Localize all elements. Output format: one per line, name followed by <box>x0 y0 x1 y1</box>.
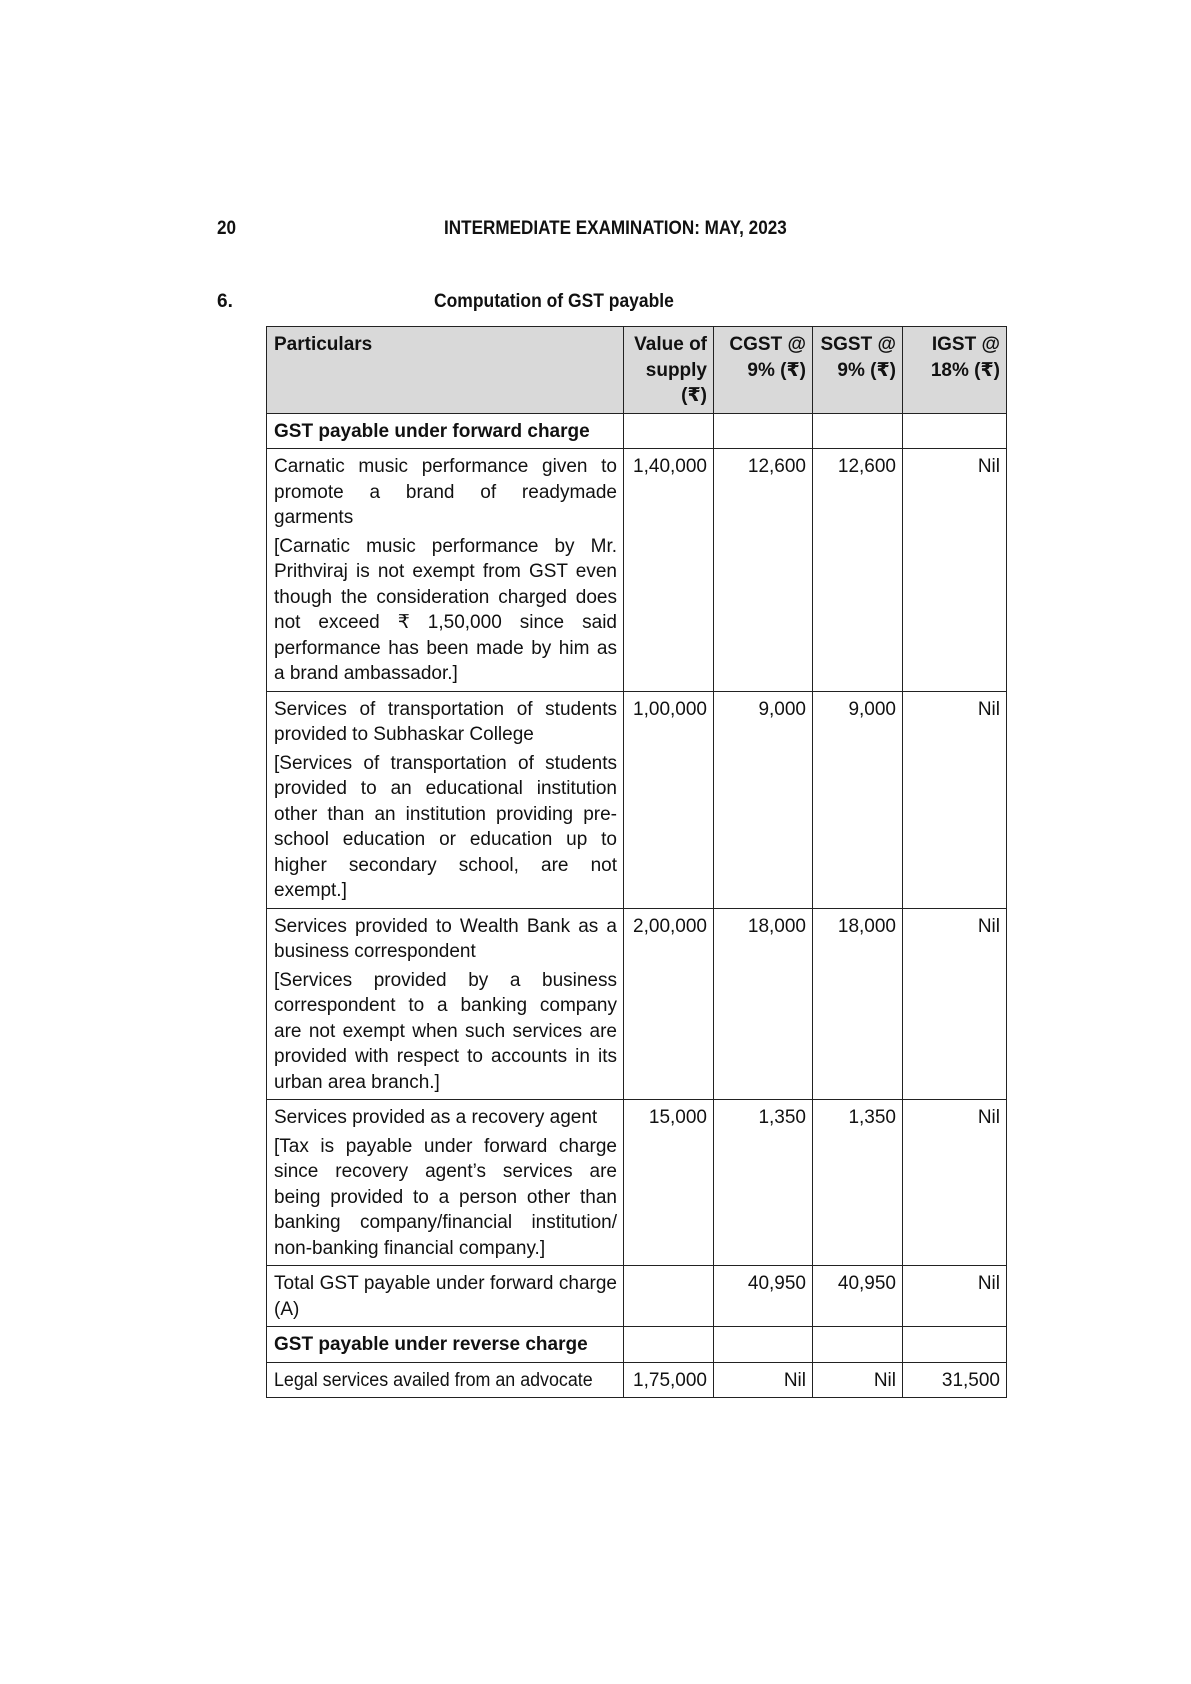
page-number: 20 <box>217 218 237 239</box>
table-header-row <box>267 327 1007 414</box>
col-header-igst: IGST @ 18% (₹) <box>903 327 1007 414</box>
sgst-cell: 1,350 <box>813 1100 903 1266</box>
section-title: GST payable under forward charge <box>267 413 624 449</box>
col-header-value-of-supply: Value of supply (₹) <box>624 327 714 414</box>
particular-text: Carnatic music performance given to promote a brand of readymade garments <box>274 456 617 528</box>
table-row <box>267 1362 1007 1398</box>
cgst-cell: 12,600 <box>714 449 813 692</box>
cgst-cell: 18,000 <box>714 908 813 1100</box>
value-of-supply-cell: 2,00,000 <box>624 908 714 1100</box>
explanatory-note: [Services provided by a business correspondent to a banking company are not exempt when such services are provided with respect to accounts in its urban area branch.] <box>274 969 617 1093</box>
value-of-supply-cell: 15,000 <box>624 1100 714 1266</box>
running-header-text: INTERMEDIATE EXAMINATION: MAY, 2023 <box>444 218 787 239</box>
explanatory-note: [Services of transportation of students provided to an educational institution other than an institution providing pre-school education or education up to higher secondary school, are not exempt.] <box>274 752 617 901</box>
table-title: Computation of GST payable <box>434 291 674 312</box>
section-title: GST payable under reverse charge <box>267 1327 624 1363</box>
igst-cell: Nil <box>903 691 1007 908</box>
igst-cell: Nil <box>903 1100 1007 1266</box>
value-of-supply-cell <box>624 1266 714 1327</box>
section-row-reverse-charge <box>267 1327 1007 1363</box>
cgst-cell: 9,000 <box>714 691 813 908</box>
value-of-supply-cell: 1,75,000 <box>624 1362 714 1398</box>
cgst-total-cell: 40,950 <box>714 1266 813 1327</box>
particulars-cell <box>267 1266 624 1327</box>
cgst-cell: Nil <box>714 1362 813 1398</box>
col-header-particulars: Particulars <box>267 327 624 414</box>
table-row <box>267 691 1007 908</box>
gst-computation-table <box>266 326 1007 1398</box>
col-header-sgst: SGST @ 9% (₹) <box>813 327 903 414</box>
igst-total-cell: Nil <box>903 1266 1007 1327</box>
explanatory-note: [Tax is payable under forward charge since recovery agent’s services are being provided to a person other than banking company/financial institution/ non-banking financial company.] <box>274 1135 617 1259</box>
sgst-cell: 18,000 <box>813 908 903 1100</box>
running-header <box>0 218 1191 240</box>
total-forward-charge-row <box>267 1266 1007 1327</box>
col-header-cgst: CGST @ 9% (₹) <box>714 327 813 414</box>
section-row-forward-charge <box>267 413 1007 449</box>
sgst-cell: 9,000 <box>813 691 903 908</box>
igst-cell: 31,500 <box>903 1362 1007 1398</box>
table-row <box>267 1100 1007 1266</box>
particular-text: Services provided to Wealth Bank as a business correspondent <box>274 915 617 962</box>
particular-text: Services of transportation of students provided to Subhaskar College <box>274 698 617 745</box>
particular-text: Legal services availed from an advocate <box>274 1369 593 1391</box>
cgst-cell: 1,350 <box>714 1100 813 1266</box>
total-label: Total GST payable under forward charge (A) <box>274 1273 617 1320</box>
sgst-total-cell: 40,950 <box>813 1266 903 1327</box>
sgst-cell: Nil <box>813 1362 903 1398</box>
particulars-cell <box>267 1100 624 1266</box>
igst-cell: Nil <box>903 908 1007 1100</box>
particulars-cell <box>267 449 624 692</box>
table-row <box>267 449 1007 692</box>
particular-text: Services provided as a recovery agent <box>274 1107 598 1128</box>
question-number: 6. <box>217 291 233 312</box>
particulars-cell <box>267 691 624 908</box>
igst-cell: Nil <box>903 449 1007 692</box>
particulars-cell <box>267 908 624 1100</box>
table-row <box>267 908 1007 1100</box>
explanatory-note: [Carnatic music performance by Mr. Prithviraj is not exempt from GST even though the consideration charged does not exceed ₹ 1,50,000 since said performance has been made by him as a brand ambassador.] <box>274 535 617 684</box>
particulars-cell <box>267 1362 624 1398</box>
sgst-cell: 12,600 <box>813 449 903 692</box>
value-of-supply-cell: 1,40,000 <box>624 449 714 692</box>
value-of-supply-cell: 1,00,000 <box>624 691 714 908</box>
